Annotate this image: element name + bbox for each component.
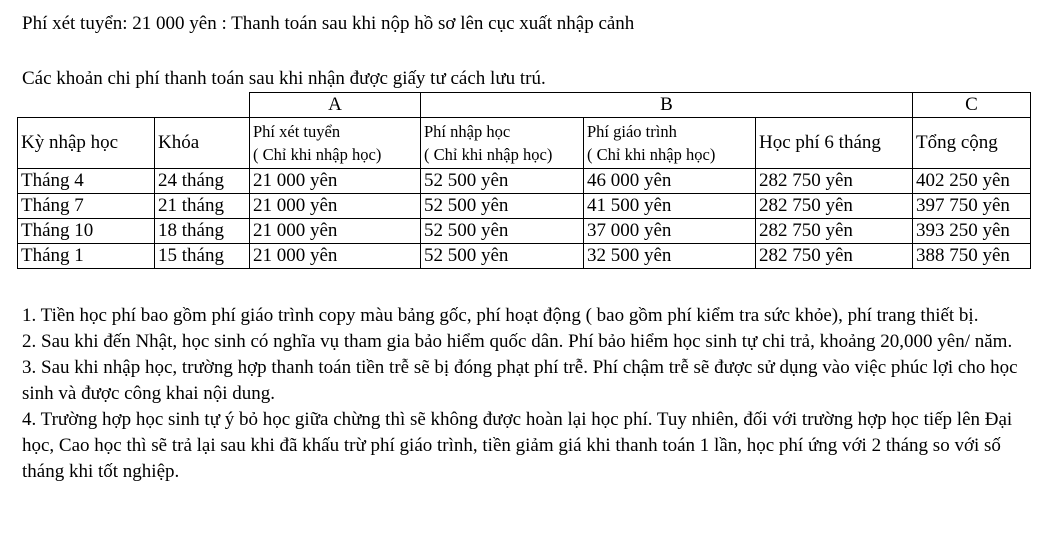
cell-total: 402 250 yên [913, 168, 1031, 193]
table-row [18, 218, 1031, 243]
cell-exam-fee: 21 000 yên [250, 218, 421, 243]
group-header-row [18, 93, 1031, 118]
cell-course: 15 tháng [155, 243, 250, 268]
cell-material-fee: 37 000 yên [584, 218, 756, 243]
header-exam-fee-note: ( Chỉ khi nhập học) [253, 144, 382, 164]
column-header-row [18, 117, 1031, 168]
group-b: B [421, 93, 913, 118]
note-item: 4. Trường hợp học sinh tự ý bỏ học giữa chừng thì sẽ không được hoàn lại học phí. Tuy nhiên, đối với trường hợp học tiếp lên Đại học, Cao học thì sẽ trả lại sau khi đã khấu trừ phí giáo trình, tiền giảm giá khi thanh toán 1 lần, học phí ứng với 2 tháng so với số tháng khi tốt nghiệp. [22, 409, 1013, 482]
group-a: A [250, 93, 421, 118]
cell-admission-fee: 52 500 yên [421, 193, 584, 218]
cell-exam-fee: 21 000 yên [250, 168, 421, 193]
header-admission-fee [421, 117, 584, 168]
cell-tuition: 282 750 yên [756, 218, 913, 243]
group-header-blank [18, 93, 250, 118]
table-row [18, 193, 1031, 218]
cell-course: 18 tháng [155, 218, 250, 243]
header-admission-fee-label: Phí nhập học [424, 121, 511, 141]
cell-total: 393 250 yên [913, 218, 1031, 243]
cost-table [17, 92, 1031, 269]
header-term: Kỳ nhập học [18, 117, 155, 168]
cell-course: 21 tháng [155, 193, 250, 218]
header-material-fee-label: Phí giáo trình [587, 121, 677, 141]
cell-term: Tháng 10 [18, 218, 155, 243]
cell-admission-fee: 52 500 yên [421, 218, 584, 243]
cell-tuition: 282 750 yên [756, 168, 913, 193]
cell-material-fee: 41 500 yên [584, 193, 756, 218]
table-row [18, 243, 1031, 268]
header-course: Khóa [155, 117, 250, 168]
header-material-fee-note: ( Chỉ khi nhập học) [587, 144, 716, 164]
cell-total: 397 750 yên [913, 193, 1031, 218]
cell-admission-fee: 52 500 yên [421, 243, 584, 268]
cell-tuition: 282 750 yên [756, 243, 913, 268]
header-exam-fee-label: Phí xét tuyển [253, 121, 341, 141]
note-item: 1. Tiền học phí bao gồm phí giáo trình copy màu bảng gốc, phí hoạt động ( bao gồm phí kiểm tra sức khỏe), phí trang thiết bị. [22, 305, 979, 326]
cell-term: Tháng 1 [18, 243, 155, 268]
cell-course: 24 tháng [155, 168, 250, 193]
cell-tuition: 282 750 yên [756, 193, 913, 218]
header-material-fee [584, 117, 756, 168]
header-total: Tổng cộng [913, 117, 1031, 168]
cell-term: Tháng 4 [18, 168, 155, 193]
header-admission-fee-note: ( Chỉ khi nhập học) [424, 144, 553, 164]
table-row [18, 168, 1031, 193]
admission-fee-line: Phí xét tuyển: 21 000 yên : Thanh toán sau khi nộp hồ sơ lên cục xuất nhập cảnh [22, 13, 635, 34]
cell-term: Tháng 7 [18, 193, 155, 218]
table-intro: Các khoản chi phí thanh toán sau khi nhận được giấy tư cách lưu trú. [22, 68, 546, 89]
cell-total: 388 750 yên [913, 243, 1031, 268]
cell-material-fee: 32 500 yên [584, 243, 756, 268]
notes-list [22, 303, 1032, 485]
group-c: C [913, 93, 1031, 118]
note-item: 3. Sau khi nhập học, trường hợp thanh toán tiền trễ sẽ bị đóng phạt phí trễ. Phí chậm trễ sẽ được sử dụng vào việc phúc lợi cho học sinh và được công khai nội dung. [22, 357, 1018, 404]
cell-exam-fee: 21 000 yên [250, 193, 421, 218]
cell-material-fee: 46 000 yên [584, 168, 756, 193]
cell-exam-fee: 21 000 yên [250, 243, 421, 268]
header-exam-fee [250, 117, 421, 168]
header-tuition: Học phí 6 tháng [756, 117, 913, 168]
note-item: 2. Sau khi đến Nhật, học sinh có nghĩa vụ tham gia bảo hiểm quốc dân. Phí bảo hiểm học sinh tự chi trả, khoảng 20,000 yên/ năm. [22, 331, 1013, 352]
cell-admission-fee: 52 500 yên [421, 168, 584, 193]
